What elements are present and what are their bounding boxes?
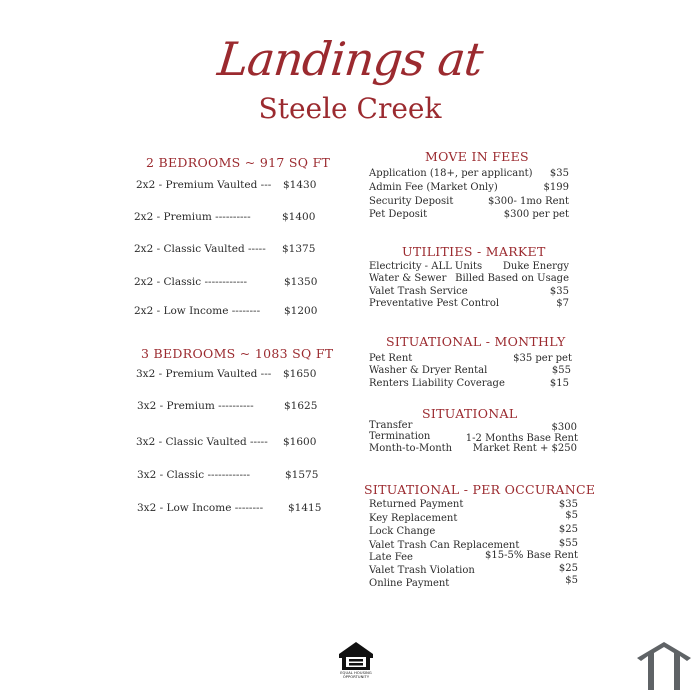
fee-label: Preventative Pest Control: [369, 298, 500, 309]
unit-row: [137, 469, 319, 481]
fee-value: $7: [556, 298, 569, 309]
fee-value: $5: [565, 575, 578, 586]
fee-value: $199: [543, 182, 569, 193]
fee-label: Lock Change: [369, 526, 436, 537]
unit-row: [134, 276, 318, 288]
eho-text: EQUAL HOUSING OPPORTUNITY: [340, 671, 372, 680]
fee-value: $300 per pet: [503, 209, 569, 220]
fee-value: $15-5% Base Rent: [485, 550, 578, 561]
unit-price: $1600: [283, 436, 317, 448]
unit-row: [134, 243, 316, 255]
fee-label: Pet Deposit: [369, 209, 428, 220]
unit-price: $1575: [285, 469, 319, 481]
unit-label: 3x2 - Classic ------------: [137, 469, 251, 481]
unit-row: [137, 502, 322, 514]
brand-script-title: Landings at: [215, 32, 485, 86]
fee-value: $35 per pet: [513, 353, 572, 364]
fee-value: $35: [549, 286, 569, 297]
fee-value: $25: [558, 563, 578, 574]
unit-price: $1415: [288, 502, 322, 514]
fee-value: $300: [551, 422, 577, 433]
situational-monthly-heading: SITUATIONAL - MONTHLY: [386, 334, 566, 349]
unit-label: 3x2 - Classic Vaulted -----: [136, 436, 268, 448]
fee-label: Transfer: [369, 420, 413, 431]
fee-label: Termination: [369, 431, 431, 442]
move-in-fees-heading: MOVE IN FEES: [425, 149, 529, 164]
fee-label: Valet Trash Service: [369, 286, 468, 297]
fee-value: Billed Based on Usage: [455, 273, 569, 284]
fee-label: Washer & Dryer Rental: [369, 365, 488, 376]
fee-label: Key Replacement: [369, 513, 458, 524]
fee-value: $55: [551, 365, 571, 376]
unit-price: $1375: [282, 243, 316, 255]
fee-value: $300- 1mo Rent: [488, 196, 569, 207]
unit-label: 2x2 - Classic ------------: [134, 276, 248, 288]
unit-row: [136, 436, 317, 448]
unit-label: 3x2 - Premium Vaulted ---: [136, 368, 272, 380]
fee-value: Market Rent + $250: [472, 443, 577, 454]
situational-per-occurance-heading: SITUATIONAL - PER OCCURANCE: [364, 482, 596, 497]
fee-value: $25: [558, 524, 578, 535]
unit-price: $1400: [282, 211, 316, 223]
two-bedroom-heading: 2 BEDROOMS ~ 917 SQ FT: [146, 155, 331, 170]
fee-label: Water & Sewer: [369, 273, 447, 284]
fee-label: Electricity - ALL Units: [369, 261, 483, 272]
brand-title: Steele Creek: [258, 92, 442, 125]
fee-value: $35: [549, 168, 569, 179]
fee-label: Admin Fee (Market Only): [369, 182, 498, 193]
unit-row: [136, 368, 317, 380]
fee-label: Valet Trash Can Replacement: [369, 540, 520, 551]
fee-label: Late Fee: [369, 552, 413, 563]
unit-label: 2x2 - Low Income --------: [134, 305, 261, 317]
fee-value: $35: [558, 499, 578, 510]
unit-price: $1430: [283, 179, 317, 191]
unit-row: [134, 211, 316, 223]
unit-label: 2x2 - Premium ----------: [134, 211, 251, 223]
fee-value: $15: [549, 378, 569, 389]
fee-label: Renters Liability Coverage: [369, 378, 505, 389]
unit-row: [136, 179, 317, 191]
unit-label: 2x2 - Premium Vaulted ---: [136, 179, 272, 191]
house-icon-graphic: [636, 640, 692, 692]
fee-label: Security Deposit: [369, 196, 454, 207]
fee-value: $5: [565, 510, 578, 521]
fee-label: Valet Trash Violation: [369, 565, 475, 576]
unit-price: $1200: [284, 305, 318, 317]
fee-label: Pet Rent: [369, 353, 413, 364]
unit-row: [137, 400, 318, 412]
unit-label: 3x2 - Low Income --------: [137, 502, 264, 514]
unit-price: $1350: [284, 276, 318, 288]
utilities-market-heading: UTILITIES - MARKET: [402, 244, 546, 259]
house-icon: [636, 640, 692, 692]
unit-label: 3x2 - Premium ----------: [137, 400, 254, 412]
unit-price: $1625: [284, 400, 318, 412]
fee-label: Application (18+, per applicant): [369, 168, 533, 179]
three-bedroom-heading: 3 BEDROOMS ~ 1083 SQ FT: [141, 346, 334, 361]
equal-housing-icon: [336, 640, 376, 680]
fee-label: Online Payment: [369, 578, 450, 589]
fee-value: 1-2 Months Base Rent: [465, 433, 578, 444]
fee-value: Duke Energy: [502, 261, 569, 272]
situational-heading: SITUATIONAL: [422, 406, 518, 421]
unit-label: 2x2 - Classic Vaulted -----: [134, 243, 266, 255]
fee-value: $55: [558, 538, 578, 549]
unit-row: [134, 305, 318, 317]
unit-price: $1650: [283, 368, 317, 380]
fee-label: Month-to-Month: [369, 443, 453, 454]
fee-label: Returned Payment: [369, 499, 464, 510]
